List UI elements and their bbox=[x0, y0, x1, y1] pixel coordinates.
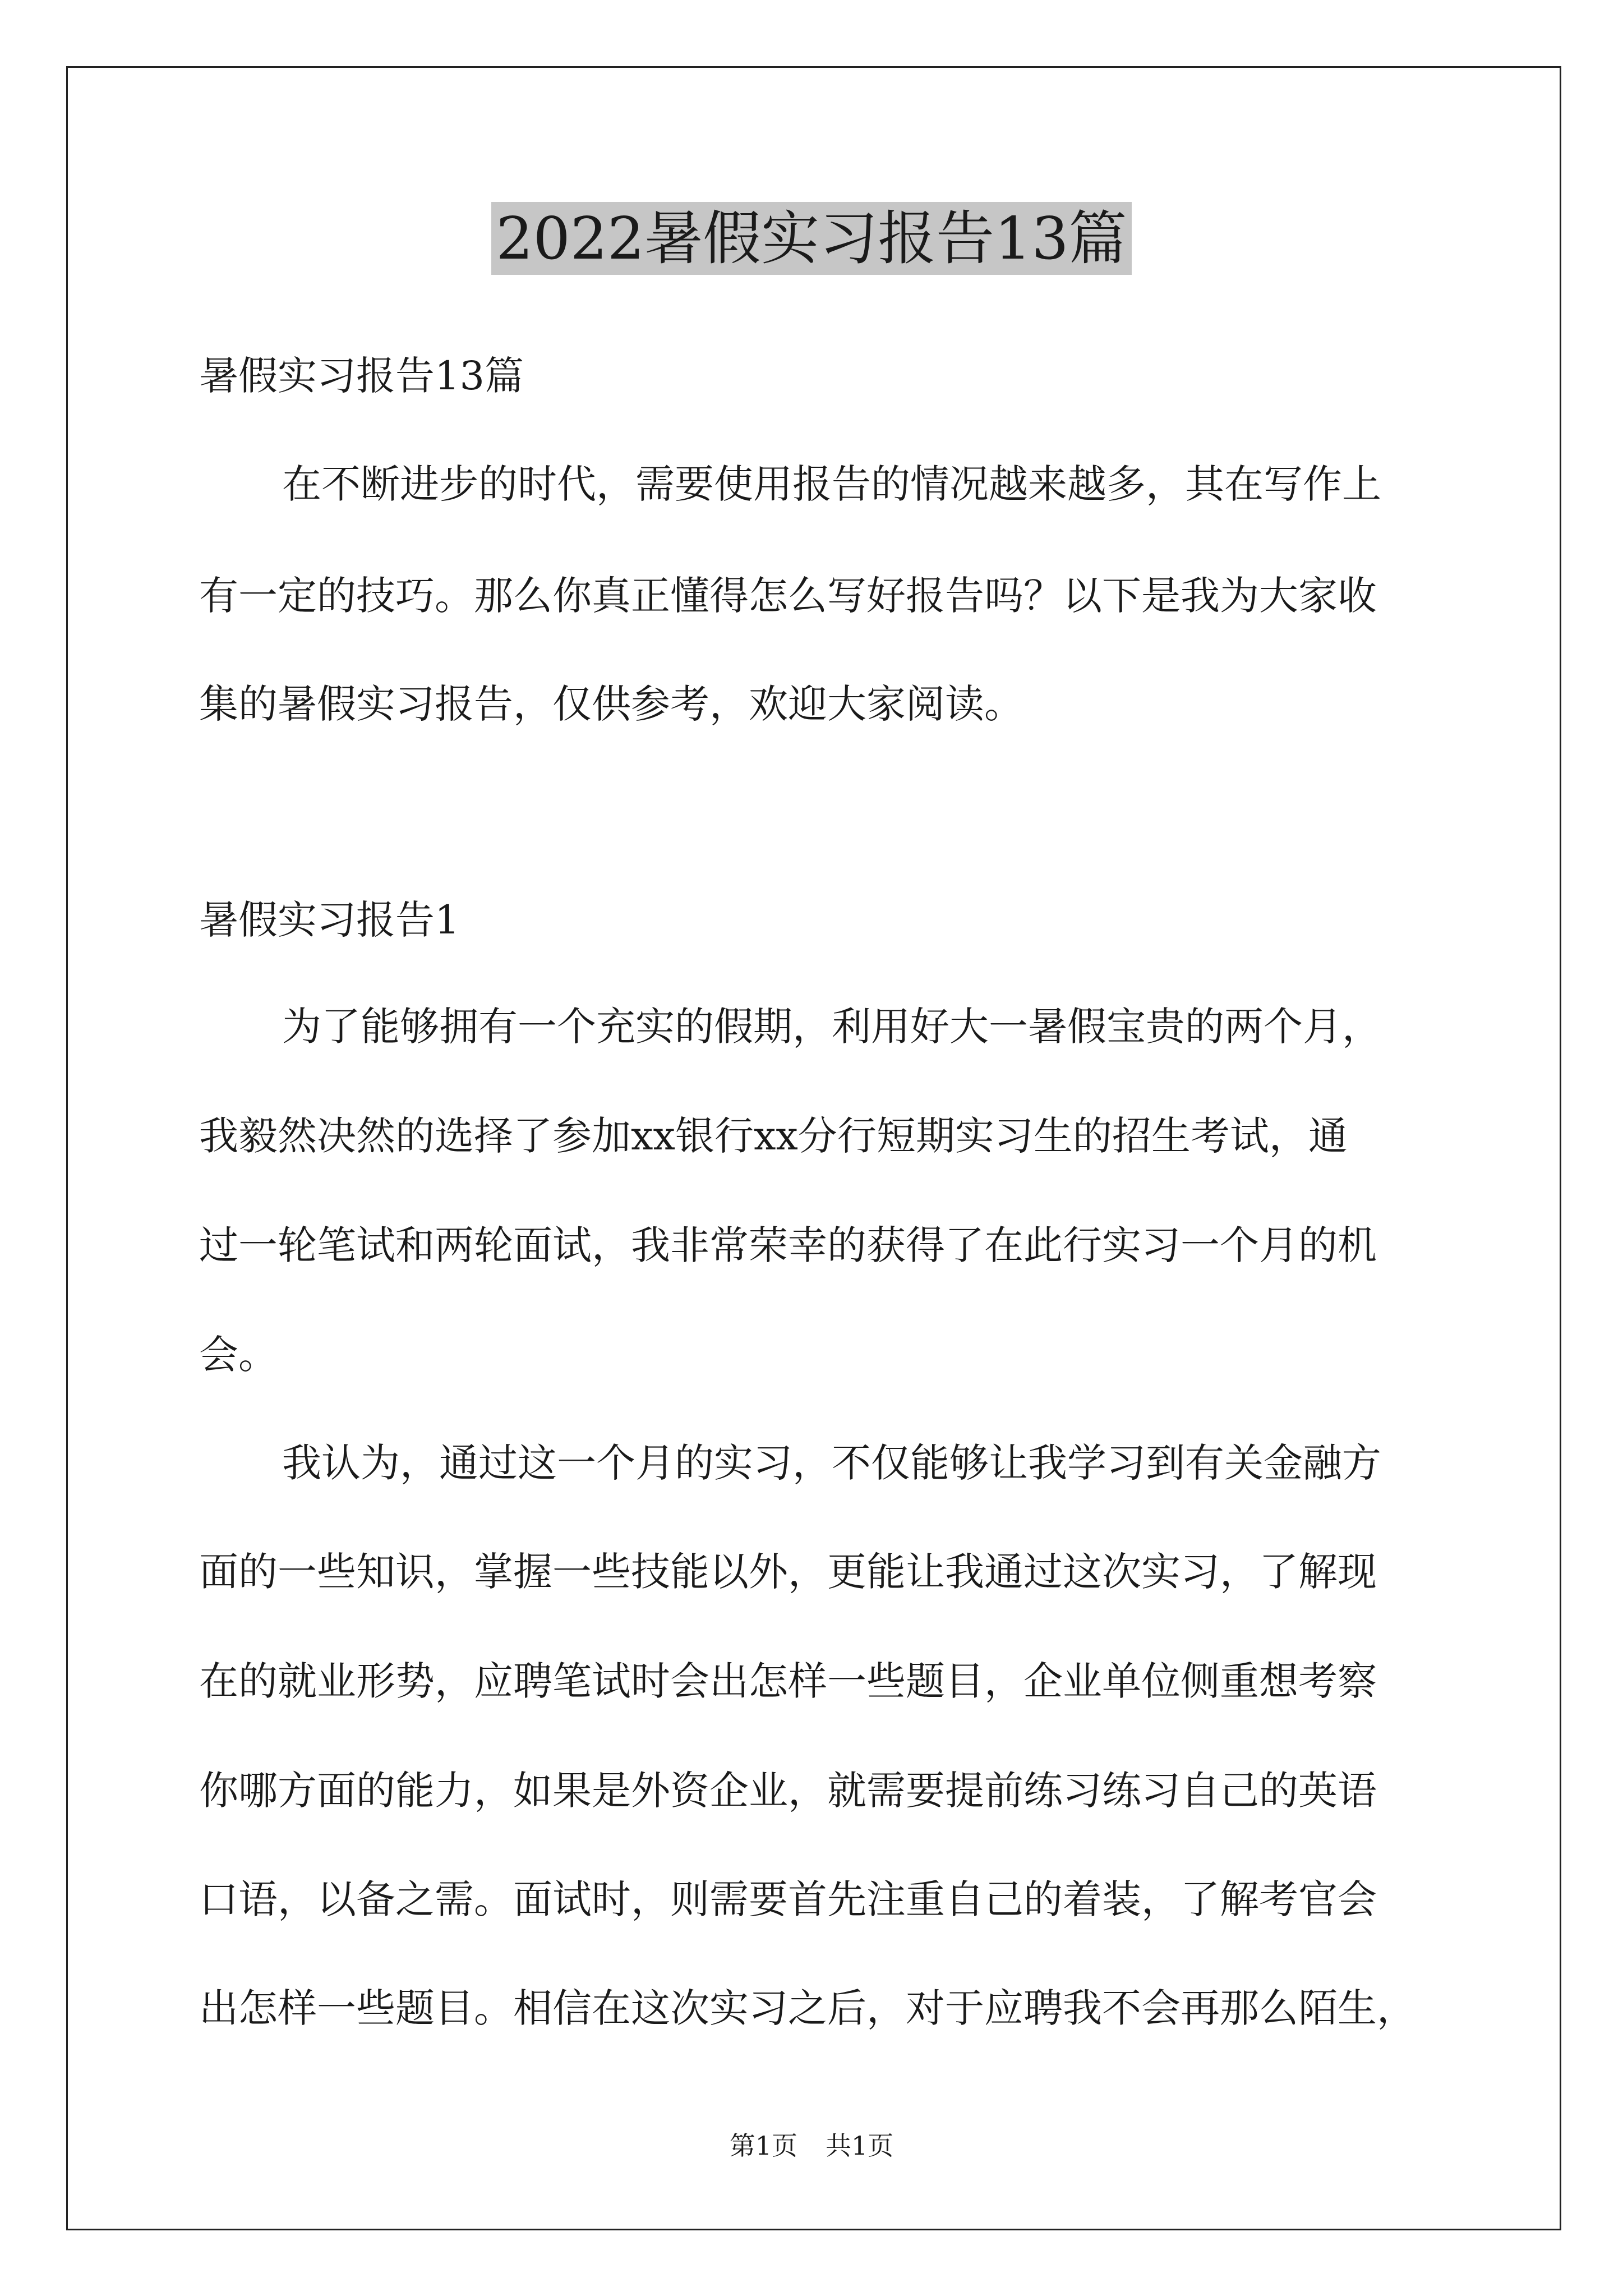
document-subtitle: 暑假实习报告13篇 bbox=[199, 353, 524, 399]
page-number: 第1页 bbox=[729, 2131, 797, 2161]
para1-line-4: 会。 bbox=[199, 1332, 278, 1378]
para2-line-1: 我认为，通过这一个月的实习，不仅能够让我学习到有关金融方 bbox=[282, 1440, 1381, 1486]
para2-line-6: 出怎样一些题目。相信在这次实习之后，对于应聘我不会再那么陌生， bbox=[199, 1985, 1416, 2031]
para2-line-3: 在的就业形势，应聘笔试时会出怎样一些题目，企业单位侧重想考察 bbox=[199, 1658, 1377, 1704]
para2-line-4: 你哪方面的能力，如果是外资企业，就需要提前练习练习自己的英语 bbox=[199, 1768, 1377, 1814]
document-title-text: 2022暑假实习报告13篇 bbox=[491, 202, 1131, 275]
para1-line-1: 为了能够拥有一个充实的假期，利用好大一暑假宝贵的两个月， bbox=[282, 1004, 1381, 1050]
para2-line-2: 面的一些知识，掌握一些技能以外，更能让我通过这次实习，了解现 bbox=[199, 1549, 1377, 1595]
section-heading: 暑假实习报告1 bbox=[199, 897, 460, 943]
para2-line-5: 口语，以备之需。面试时，则需要首先注重自己的着装，了解考官会 bbox=[199, 1876, 1377, 1922]
document-title bbox=[0, 196, 1623, 280]
page-footer bbox=[0, 2129, 1623, 2162]
page-total: 共1页 bbox=[826, 2131, 894, 2161]
para1-line-3: 过一轮笔试和两轮面试，我非常荣幸的获得了在此行实习一个月的机 bbox=[199, 1222, 1377, 1268]
para1-line-2: 我毅然决然的选择了参加xx银行xx分行短期实习生的招生考试，通 bbox=[199, 1113, 1348, 1159]
intro-line-3: 集的暑假实习报告，仅供参考，欢迎大家阅读。 bbox=[199, 681, 1023, 727]
intro-line-2: 有一定的技巧。那么你真正懂得怎么写好报告吗？以下是我为大家收 bbox=[199, 573, 1377, 619]
intro-line-1: 在不断进步的时代，需要使用报告的情况越来越多，其在写作上 bbox=[282, 461, 1381, 507]
